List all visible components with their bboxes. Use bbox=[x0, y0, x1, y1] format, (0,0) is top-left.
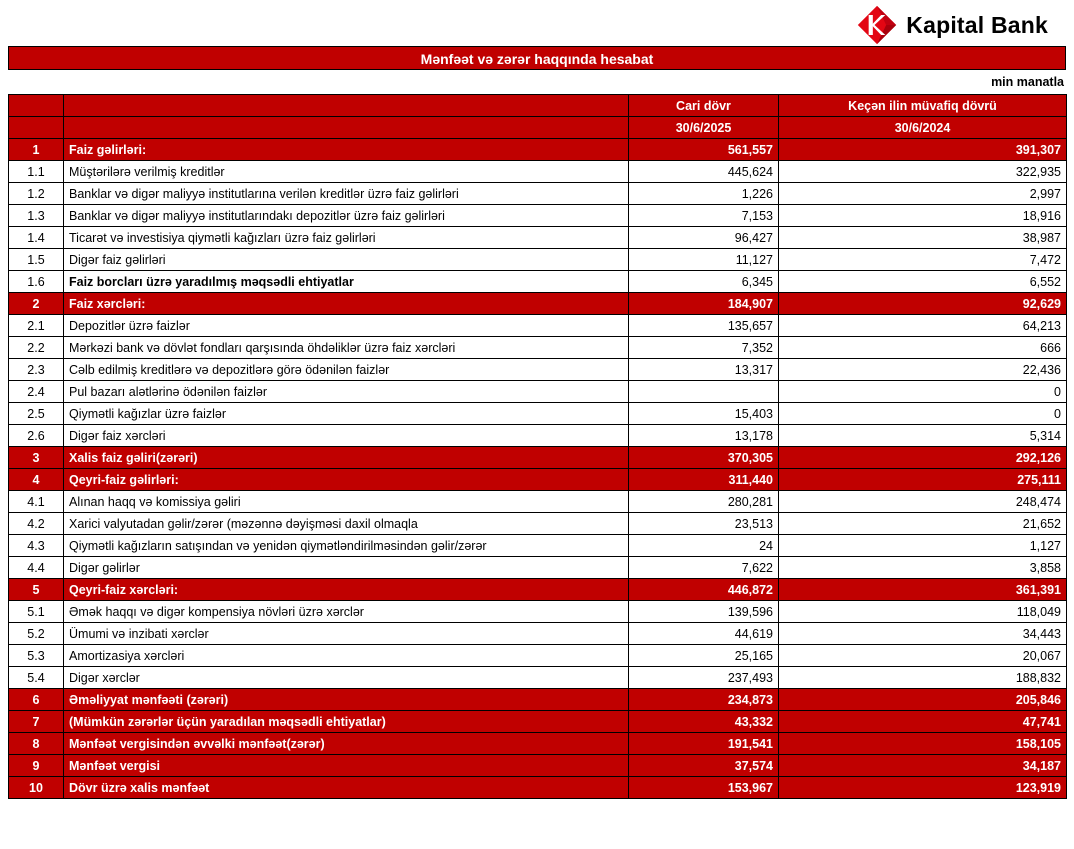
row-number: 1 bbox=[9, 139, 64, 161]
row-label: Digər gəlirlər bbox=[64, 557, 629, 579]
row-number: 2.2 bbox=[9, 337, 64, 359]
kapital-bank-logo bbox=[857, 5, 1048, 45]
current-value: 280,281 bbox=[629, 491, 779, 513]
current-value: 237,493 bbox=[629, 667, 779, 689]
row-label: Alınan haqq və komissiya gəliri bbox=[64, 491, 629, 513]
section-row bbox=[9, 579, 1067, 601]
kapital-bank-logo-icon bbox=[857, 5, 897, 45]
row-label: Digər xərclər bbox=[64, 667, 629, 689]
unit-note: min manatla bbox=[991, 75, 1064, 89]
previous-value: 361,391 bbox=[779, 579, 1067, 601]
section-row bbox=[9, 293, 1067, 315]
header-spacer-desc-2 bbox=[64, 117, 629, 139]
current-value: 43,332 bbox=[629, 711, 779, 733]
previous-value: 0 bbox=[779, 381, 1067, 403]
current-value bbox=[629, 381, 779, 403]
row-number: 2.5 bbox=[9, 403, 64, 425]
row-number: 5.4 bbox=[9, 667, 64, 689]
row-number: 10 bbox=[9, 777, 64, 799]
current-value: 561,557 bbox=[629, 139, 779, 161]
row-label: Mənfəət vergisi bbox=[64, 755, 629, 777]
current-value: 24 bbox=[629, 535, 779, 557]
current-value: 135,657 bbox=[629, 315, 779, 337]
previous-value: 64,213 bbox=[779, 315, 1067, 337]
current-period-header: Cari dövr bbox=[629, 95, 779, 117]
row-number: 1.4 bbox=[9, 227, 64, 249]
row-label: Qeyri-faiz xərcləri: bbox=[64, 579, 629, 601]
row-number: 5.2 bbox=[9, 623, 64, 645]
row-label: Qiymətli kağızlar üzrə faizlər bbox=[64, 403, 629, 425]
previous-value: 18,916 bbox=[779, 205, 1067, 227]
report-title: Mənfəət və zərər haqqında hesabat bbox=[420, 51, 654, 67]
current-value: 184,907 bbox=[629, 293, 779, 315]
previous-value: 38,987 bbox=[779, 227, 1067, 249]
current-value: 370,305 bbox=[629, 447, 779, 469]
row-number: 5 bbox=[9, 579, 64, 601]
row-label: Müştərilərə verilmiş kreditlər bbox=[64, 161, 629, 183]
row-label: Digər faiz gəlirləri bbox=[64, 249, 629, 271]
row-label: Depozitlər üzrə faizlər bbox=[64, 315, 629, 337]
current-value: 191,541 bbox=[629, 733, 779, 755]
previous-value: 34,443 bbox=[779, 623, 1067, 645]
table-row bbox=[9, 315, 1067, 337]
previous-value: 322,935 bbox=[779, 161, 1067, 183]
row-label: Ticarət və investisiya qiymətli kağızları üzrə faiz gəlirləri bbox=[64, 227, 629, 249]
row-number: 2.1 bbox=[9, 315, 64, 337]
previous-value: 7,472 bbox=[779, 249, 1067, 271]
row-number: 2.3 bbox=[9, 359, 64, 381]
current-value: 446,872 bbox=[629, 579, 779, 601]
row-number: 2 bbox=[9, 293, 64, 315]
row-number: 4 bbox=[9, 469, 64, 491]
previous-value: 0 bbox=[779, 403, 1067, 425]
current-value: 139,596 bbox=[629, 601, 779, 623]
section-row bbox=[9, 139, 1067, 161]
row-number: 1.1 bbox=[9, 161, 64, 183]
table-row bbox=[9, 645, 1067, 667]
previous-value: 2,997 bbox=[779, 183, 1067, 205]
table-row bbox=[9, 491, 1067, 513]
section-row bbox=[9, 777, 1067, 799]
row-label: Faiz xərcləri: bbox=[64, 293, 629, 315]
section-row bbox=[9, 469, 1067, 491]
table-row bbox=[9, 623, 1067, 645]
row-label: Faiz gəlirləri: bbox=[64, 139, 629, 161]
header-spacer-num bbox=[9, 95, 64, 117]
current-value: 23,513 bbox=[629, 513, 779, 535]
row-label: Əməliyyat mənfəəti (zərəri) bbox=[64, 689, 629, 711]
row-label: Banklar və digər maliyyə institutlarına verilən kreditlər üzrə faiz gəlirləri bbox=[64, 183, 629, 205]
row-label: Mənfəət vergisindən əvvəlki mənfəət(zərər) bbox=[64, 733, 629, 755]
row-number: 4.2 bbox=[9, 513, 64, 535]
row-label: Qiymətli kağızların satışından və yenidən qiymətləndirilməsindən gəlir/zərər bbox=[64, 535, 629, 557]
row-label: Mərkəzi bank və dövlət fondları qarşısında öhdəliklər üzrə faiz xərcləri bbox=[64, 337, 629, 359]
current-value: 13,178 bbox=[629, 425, 779, 447]
current-value: 7,622 bbox=[629, 557, 779, 579]
current-value: 96,427 bbox=[629, 227, 779, 249]
row-number: 2.6 bbox=[9, 425, 64, 447]
table-row bbox=[9, 249, 1067, 271]
current-value: 44,619 bbox=[629, 623, 779, 645]
row-label: Banklar və digər maliyyə institutlarındakı depozitlər üzrə faiz gəlirləri bbox=[64, 205, 629, 227]
previous-value: 20,067 bbox=[779, 645, 1067, 667]
previous-value: 391,307 bbox=[779, 139, 1067, 161]
row-number: 4.3 bbox=[9, 535, 64, 557]
table-row bbox=[9, 425, 1067, 447]
header-spacer-desc bbox=[64, 95, 629, 117]
table-body bbox=[9, 139, 1067, 799]
current-value: 6,345 bbox=[629, 271, 779, 293]
row-number: 4.4 bbox=[9, 557, 64, 579]
current-value: 13,317 bbox=[629, 359, 779, 381]
previous-period-header: Keçən ilin müvafiq dövrü bbox=[779, 95, 1067, 117]
row-number: 1.3 bbox=[9, 205, 64, 227]
previous-value: 275,111 bbox=[779, 469, 1067, 491]
previous-value: 6,552 bbox=[779, 271, 1067, 293]
table-row bbox=[9, 161, 1067, 183]
row-number: 5.3 bbox=[9, 645, 64, 667]
previous-value: 188,832 bbox=[779, 667, 1067, 689]
row-label: Xarici valyutadan gəlir/zərər (məzənnə dəyişməsi daxil olmaqla bbox=[64, 513, 629, 535]
previous-value: 22,436 bbox=[779, 359, 1067, 381]
page-header bbox=[0, 0, 1074, 46]
previous-value: 205,846 bbox=[779, 689, 1067, 711]
row-label: Ümumi və inzibati xərclər bbox=[64, 623, 629, 645]
previous-value: 1,127 bbox=[779, 535, 1067, 557]
row-number: 2.4 bbox=[9, 381, 64, 403]
current-value: 37,574 bbox=[629, 755, 779, 777]
row-label: Digər faiz xərcləri bbox=[64, 425, 629, 447]
income-statement-table bbox=[8, 94, 1067, 799]
current-period-date: 30/6/2025 bbox=[629, 117, 779, 139]
previous-value: 158,105 bbox=[779, 733, 1067, 755]
current-value: 7,352 bbox=[629, 337, 779, 359]
previous-value: 118,049 bbox=[779, 601, 1067, 623]
table-row bbox=[9, 535, 1067, 557]
table-row bbox=[9, 667, 1067, 689]
row-number: 1.2 bbox=[9, 183, 64, 205]
previous-value: 21,652 bbox=[779, 513, 1067, 535]
previous-value: 34,187 bbox=[779, 755, 1067, 777]
current-value: 25,165 bbox=[629, 645, 779, 667]
table-row bbox=[9, 381, 1067, 403]
table-row bbox=[9, 337, 1067, 359]
current-value: 234,873 bbox=[629, 689, 779, 711]
row-number: 5.1 bbox=[9, 601, 64, 623]
previous-value: 123,919 bbox=[779, 777, 1067, 799]
section-row bbox=[9, 755, 1067, 777]
row-number: 8 bbox=[9, 733, 64, 755]
logo-text: Kapital Bank bbox=[906, 11, 1048, 38]
current-value: 15,403 bbox=[629, 403, 779, 425]
row-number: 9 bbox=[9, 755, 64, 777]
table-header bbox=[9, 95, 1067, 139]
table-row bbox=[9, 227, 1067, 249]
table-row bbox=[9, 513, 1067, 535]
table-row bbox=[9, 183, 1067, 205]
report-title-banner bbox=[8, 46, 1066, 70]
period-header-row bbox=[9, 95, 1067, 117]
row-label: (Mümkün zərərlər üçün yaradılan məqsədli ehtiyatlar) bbox=[64, 711, 629, 733]
current-value: 1,226 bbox=[629, 183, 779, 205]
previous-value: 292,126 bbox=[779, 447, 1067, 469]
row-number: 4.1 bbox=[9, 491, 64, 513]
previous-value: 47,741 bbox=[779, 711, 1067, 733]
row-number: 7 bbox=[9, 711, 64, 733]
section-row bbox=[9, 711, 1067, 733]
previous-value: 3,858 bbox=[779, 557, 1067, 579]
row-label: Əmək haqqı və digər kompensiya növləri üzrə xərclər bbox=[64, 601, 629, 623]
row-number: 1.6 bbox=[9, 271, 64, 293]
row-label: Faiz borcları üzrə yaradılmış məqsədli ehtiyatlar bbox=[64, 271, 629, 293]
row-label: Cəlb edilmiş kreditlərə və depozitlərə görə ödənilən faizlər bbox=[64, 359, 629, 381]
current-value: 11,127 bbox=[629, 249, 779, 271]
date-header-row bbox=[9, 117, 1067, 139]
previous-period-date: 30/6/2024 bbox=[779, 117, 1067, 139]
row-number: 3 bbox=[9, 447, 64, 469]
section-row bbox=[9, 733, 1067, 755]
section-row bbox=[9, 447, 1067, 469]
previous-value: 666 bbox=[779, 337, 1067, 359]
header-spacer-num-2 bbox=[9, 117, 64, 139]
current-value: 311,440 bbox=[629, 469, 779, 491]
table-row bbox=[9, 557, 1067, 579]
row-label: Amortizasiya xərcləri bbox=[64, 645, 629, 667]
row-number: 6 bbox=[9, 689, 64, 711]
table-row bbox=[9, 403, 1067, 425]
current-value: 445,624 bbox=[629, 161, 779, 183]
current-value: 153,967 bbox=[629, 777, 779, 799]
previous-value: 92,629 bbox=[779, 293, 1067, 315]
table-row bbox=[9, 601, 1067, 623]
row-label: Qeyri-faiz gəlirləri: bbox=[64, 469, 629, 491]
row-number: 1.5 bbox=[9, 249, 64, 271]
previous-value: 5,314 bbox=[779, 425, 1067, 447]
row-label: Pul bazarı alətlərinə ödənilən faizlər bbox=[64, 381, 629, 403]
previous-value: 248,474 bbox=[779, 491, 1067, 513]
table-row bbox=[9, 271, 1067, 293]
section-row bbox=[9, 689, 1067, 711]
table-row bbox=[9, 205, 1067, 227]
row-label: Xalis faiz gəliri(zərəri) bbox=[64, 447, 629, 469]
row-label: Dövr üzrə xalis mənfəət bbox=[64, 777, 629, 799]
table-row bbox=[9, 359, 1067, 381]
current-value: 7,153 bbox=[629, 205, 779, 227]
